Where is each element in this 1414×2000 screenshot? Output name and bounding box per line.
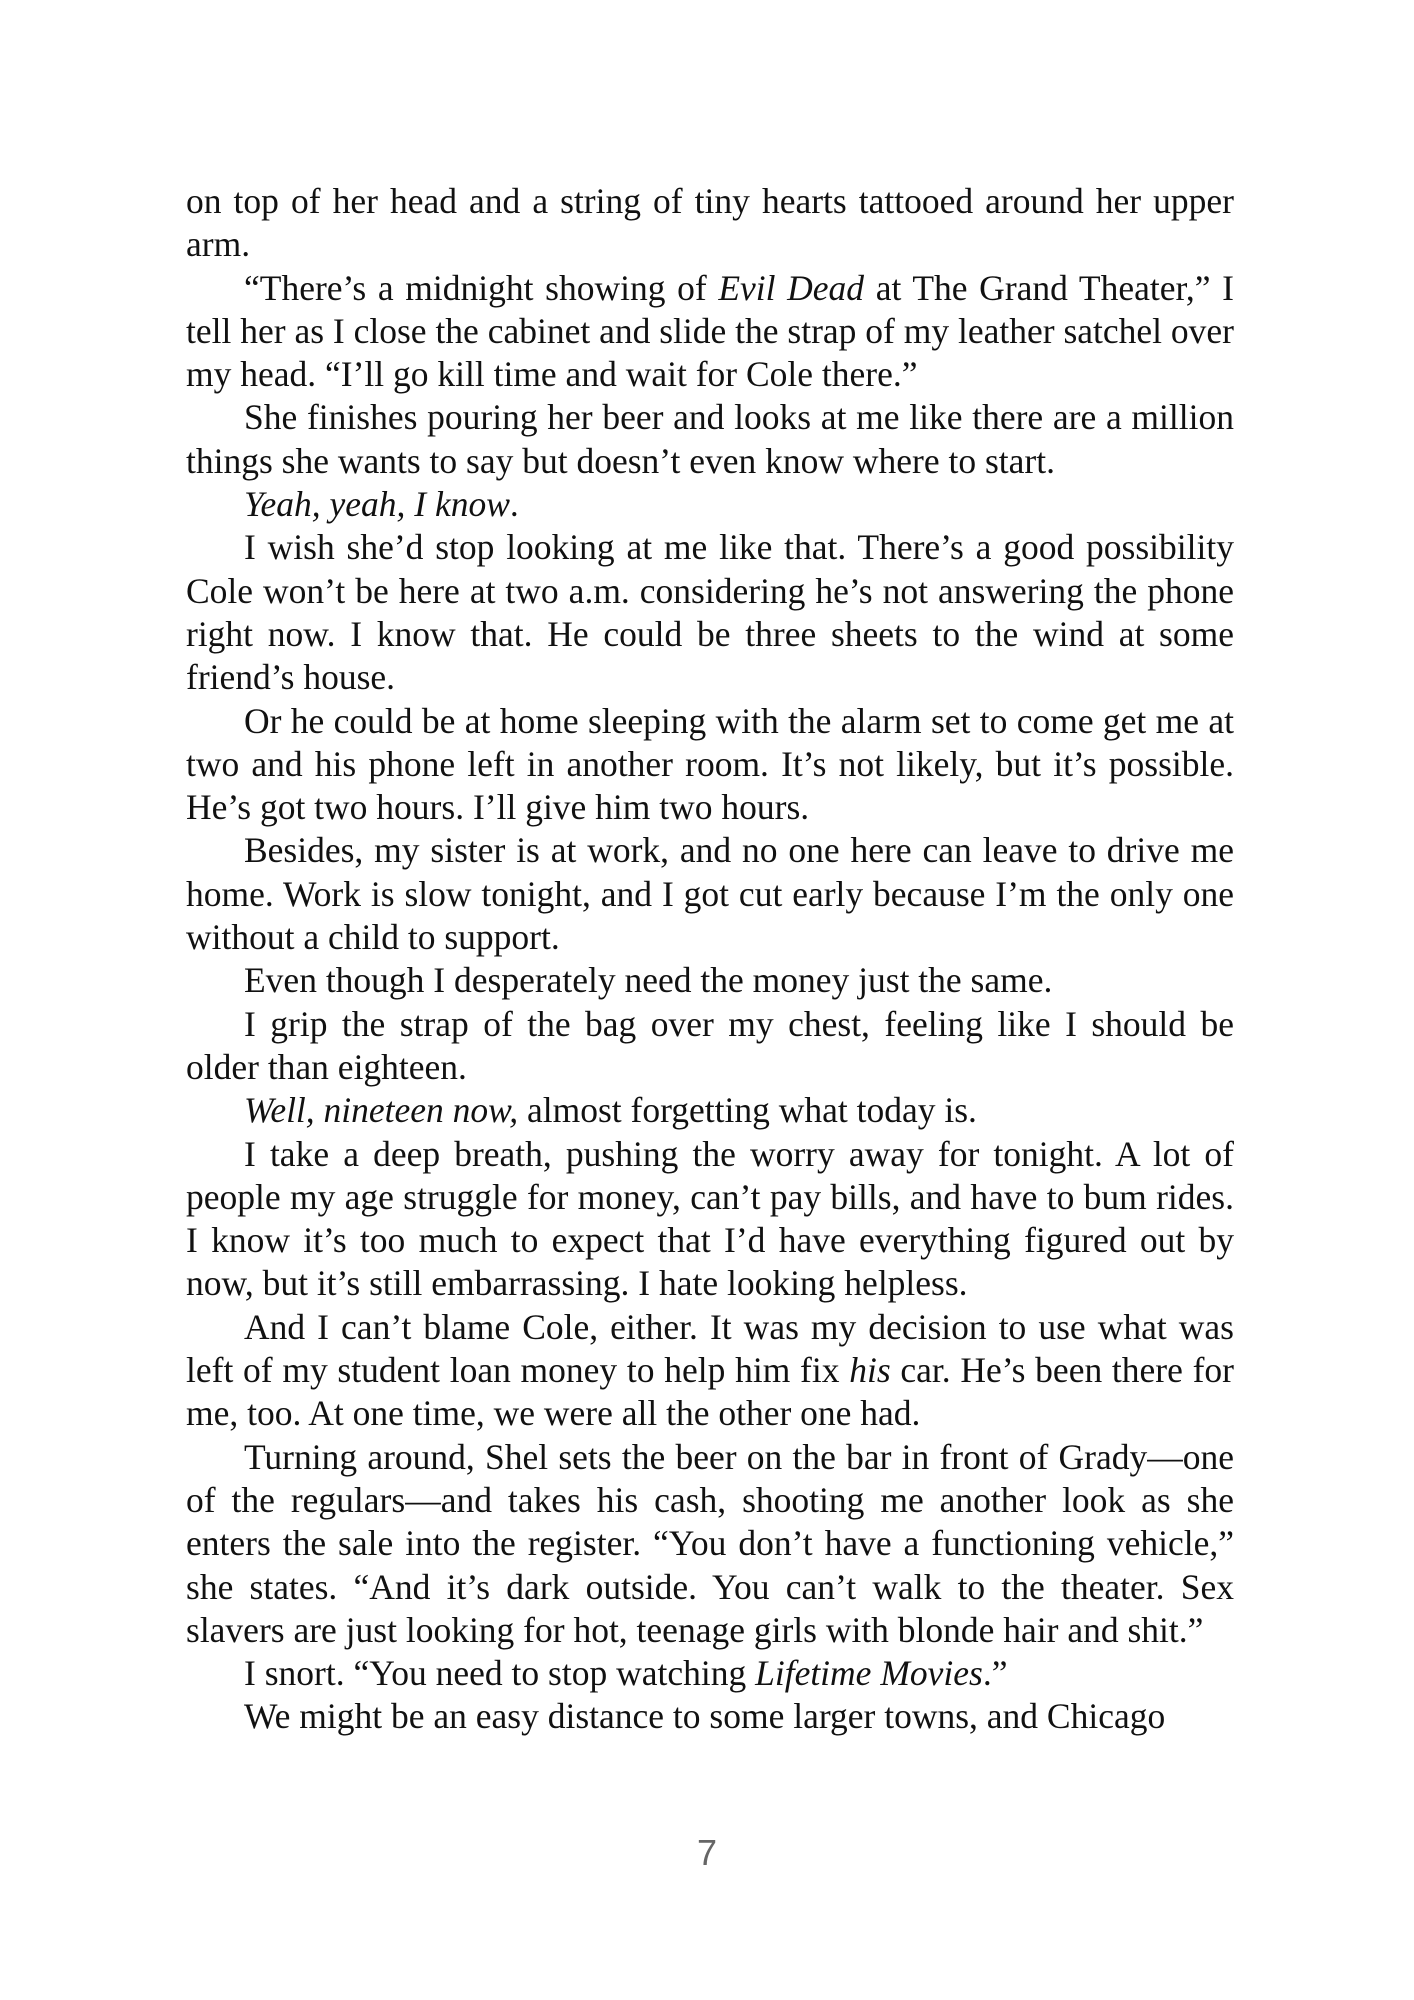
paragraph [186,483,1234,526]
italic-text-run: Lifetime Movies [755,1653,983,1694]
paragraph [186,1652,1234,1695]
text-run: car. He’s been there for me, too. At one time, we were all the other one had. [186,1350,1235,1434]
paragraph [186,1133,1234,1306]
text-run: “There’s a midnight showing of [244,267,719,308]
paragraph [186,1003,1234,1090]
page-number: 7 [696,1832,718,1873]
paragraph [186,396,1234,483]
text-run: And I can’t blame Cole, either. It was my decision to use what was left of my student loan money to help him fix [186,1306,1234,1391]
paragraph [186,1089,1234,1132]
text-run: on top of her head and a string of tiny hearts tattooed around her upper arm. [186,181,1234,265]
text-run: Turning around, Shel sets the beer on the bar in front of Grady—one of the regulars—and takes his cash, shooting me another look as she enters the sale into the register. “You don’t have a functioning vehicle,” she states. “And it’s dark outside. You can’t walk to the theater. Sex slavers are just looking for hot, teenage girls with blonde hair and shit.” [186,1436,1234,1650]
book-page-text [186,180,1234,1739]
text-run: I wish she’d stop looking at me like that. There’s a good possibility Cole won’t be here at two a.m. considering he’s not answering the phone right now. I know that. He could be three sheets to the wind at some friend’s house. [186,527,1234,698]
text-run: I grip the strap of the bag over my chest, feeling like I should be older than eighteen. [186,1003,1234,1087]
paragraph [186,526,1234,699]
text-run: Even though I desperately need the money just the same. [244,960,1053,1001]
text-run: Or he could be at home sleeping with the alarm set to come get me at two and his phone left in another room. It’s not likely, but it’s possible. He’s got two hours. I’ll give him two hours. [186,700,1234,828]
paragraph [186,180,1234,267]
text-run: almost forgetting what today is. [518,1090,977,1131]
text-run: I snort. “You need to stop watching [244,1653,756,1694]
italic-text-run: Well, nineteen now, [244,1090,519,1131]
text-run: .” [982,1653,1008,1694]
paragraph [186,1306,1234,1436]
text-run: at The Grand Theater,” I tell her as I close the cabinet and slide the strap of my leather satchel over my head. “I’ll go kill time and wait for Cole there.” [186,267,1234,395]
italic-text-run: Yeah, yeah, I know [244,484,510,525]
paragraph [186,959,1234,1002]
paragraph [186,1436,1234,1652]
paragraph [186,700,1234,830]
text-run: I take a deep breath, pushing the worry away for tonight. A lot of people my age struggle for money, can’t pay bills, and have to bum rides. I know it’s too much to expect that I’d have everything figured out by now, but it’s still embarrassing. I hate looking helpless. [186,1133,1234,1304]
text-run: . [509,484,519,525]
paragraph [186,1695,1234,1738]
italic-text-run: Evil Dead [718,267,865,308]
italic-text-run: his [849,1350,891,1391]
paragraph [186,829,1234,959]
text-run: Besides, my sister is at work, and no one here can leave to drive me home. Work is slow tonight, and I got cut early because I’m the only one without a child to support. [186,830,1234,958]
paragraph [186,267,1234,397]
text-run: We might be an easy distance to some larger towns, and Chicago [244,1696,1166,1737]
text-run: She finishes pouring her beer and looks at me like there are a million things she wants to say but doesn’t even know where to start. [186,397,1234,481]
